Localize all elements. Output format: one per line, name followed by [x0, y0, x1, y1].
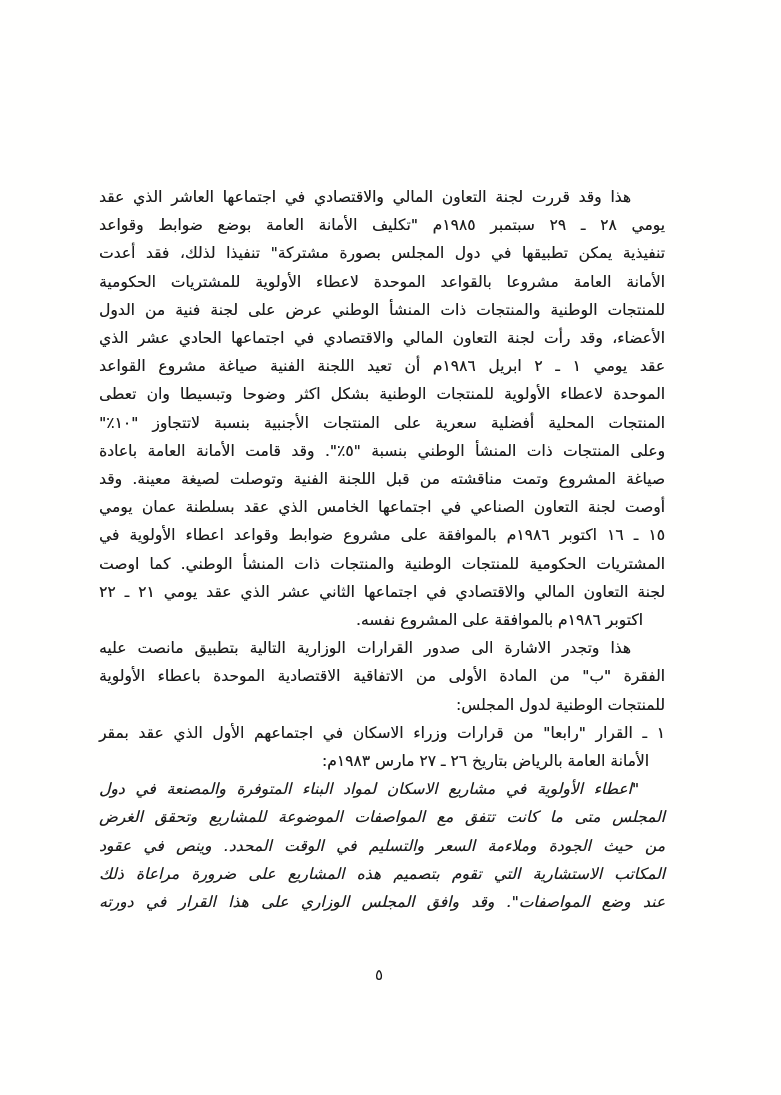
- list-item-1-line: ١ ـ القرار "رابعا" من قرارات وزراء الاسكان في اجتماعهم الأول الذي عقد بمقر: [99, 723, 665, 742]
- text-line: المنتجات المحلية أفضلية سعرية على المنتجات الأجنبية بنسبة لاتتجاوز "١٠٪": [99, 413, 665, 432]
- text-line: أوصت لجنة التعاون الصناعي في اجتماعها الخامس الذي عقد بسلطنة عمان يومي: [99, 498, 665, 517]
- text-line: للمنتجات الوطنية لدول المجلس:: [455, 695, 665, 714]
- text-line: الفقرة "ب" من المادة الأولى من الاتفاقية الاقتصادية الموحدة باعطاء الأولوية: [99, 667, 665, 686]
- text-line: يومي ٢٨ ـ ٢٩ سبتمبر ١٩٨٥م "تكليف الأمانة العامة بوضع ضوابط وقواعد: [99, 216, 665, 235]
- text-line: هذا وقد قررت لجنة التعاون المالي والاقتصادي في اجتماعها العاشر الذي عقد: [99, 188, 631, 206]
- text-line: الأمانة العامة مشروعا بالقواعد الموحدة لاعطاء الأولوية للمشتريات الحكومية: [99, 272, 665, 291]
- body-text: [99, 183, 665, 916]
- text-line: هذا وتجدر الاشارة الى صدور القرارات الوزارية التالية بتطبيق مانصت عليه: [99, 639, 631, 658]
- list-item-1-line: الأمانة العامة بالرياض بتاريخ ٢٦ ـ ٢٧ مارس ١٩٨٣م:: [321, 752, 649, 771]
- text-line: اكتوبر ١٩٨٦م بالموافقة على المشروع نفسه.: [355, 611, 643, 630]
- text-line: تنفيذية يمكن تطبيقها في دول المجلس بصورة مشتركة" تنفيذا لذلك، فقد أعدت: [99, 244, 665, 263]
- text-line: صياغة المشروع وتمت مناقشته من قبل اللجنة الفنية وتوصلت لصيغة معينة. وقد: [99, 470, 665, 489]
- quotation-line: عند وضع المواصفات". وقد وافق المجلس الوزاري على هذا القرار في دورته: [99, 893, 665, 912]
- quotation-line: من حيث الجودة وملاءمة السعر والتسليم في الوقت المحدد. وينص في عقود: [99, 836, 665, 855]
- text-line: ١٥ ـ ١٦ اكتوبر ١٩٨٦م بالموافقة على مشروع ضوابط وقواعد اعطاء الأولوية في: [99, 526, 666, 545]
- text-line: عقد يومي ١ ـ ٢ ابريل ١٩٨٦م أن تعيد اللجنة الفنية صياغة مشروع القواعد: [99, 357, 666, 376]
- page-number: ٥: [374, 966, 384, 984]
- quotation-line: المكاتب الاستشارية التي تقوم بتصميم هذه المشاريع على ضرورة مراعاة ذلك: [99, 864, 665, 883]
- text-line: المشتريات الحكومية للمنتجات الوطنية والمنتجات ذات المنشأ الوطني. كما اوصت: [99, 554, 665, 573]
- text-line: للمنتجات الوطنية والمنتجات ذات المنشأ الوطني عرض على لجنة فنية من الدول: [99, 300, 665, 319]
- quotation-line: "اعطاء الأولوية في مشاريع الاسكان لمواد البناء المتوفرة والمصنعة في دول: [99, 780, 639, 799]
- text-line: وعلى المنتجات ذات المنشأ الوطني بنسبة "٥٪". وقد قامت الأمانة العامة باعادة: [99, 441, 665, 460]
- text-line: الأعضاء، وقد رأت لجنة التعاون المالي والاقتصادي في اجتماعها الحادي عشر الذي: [99, 329, 665, 348]
- text-line: لجنة التعاون المالي والاقتصادي في اجتماعها الثاني عشر الذي عقد يومي ٢١ ـ ٢٢: [99, 582, 665, 601]
- text-line: الموحدة لاعطاء الأولوية للمنتجات الوطنية بشكل اكثر وضوحا وتبسيطا وان تعطى: [99, 385, 665, 404]
- quotation-line: المجلس متى ما كانت تتفق مع المواصفات الموضوعة للمشاريع وتحقق الغرض: [99, 808, 665, 827]
